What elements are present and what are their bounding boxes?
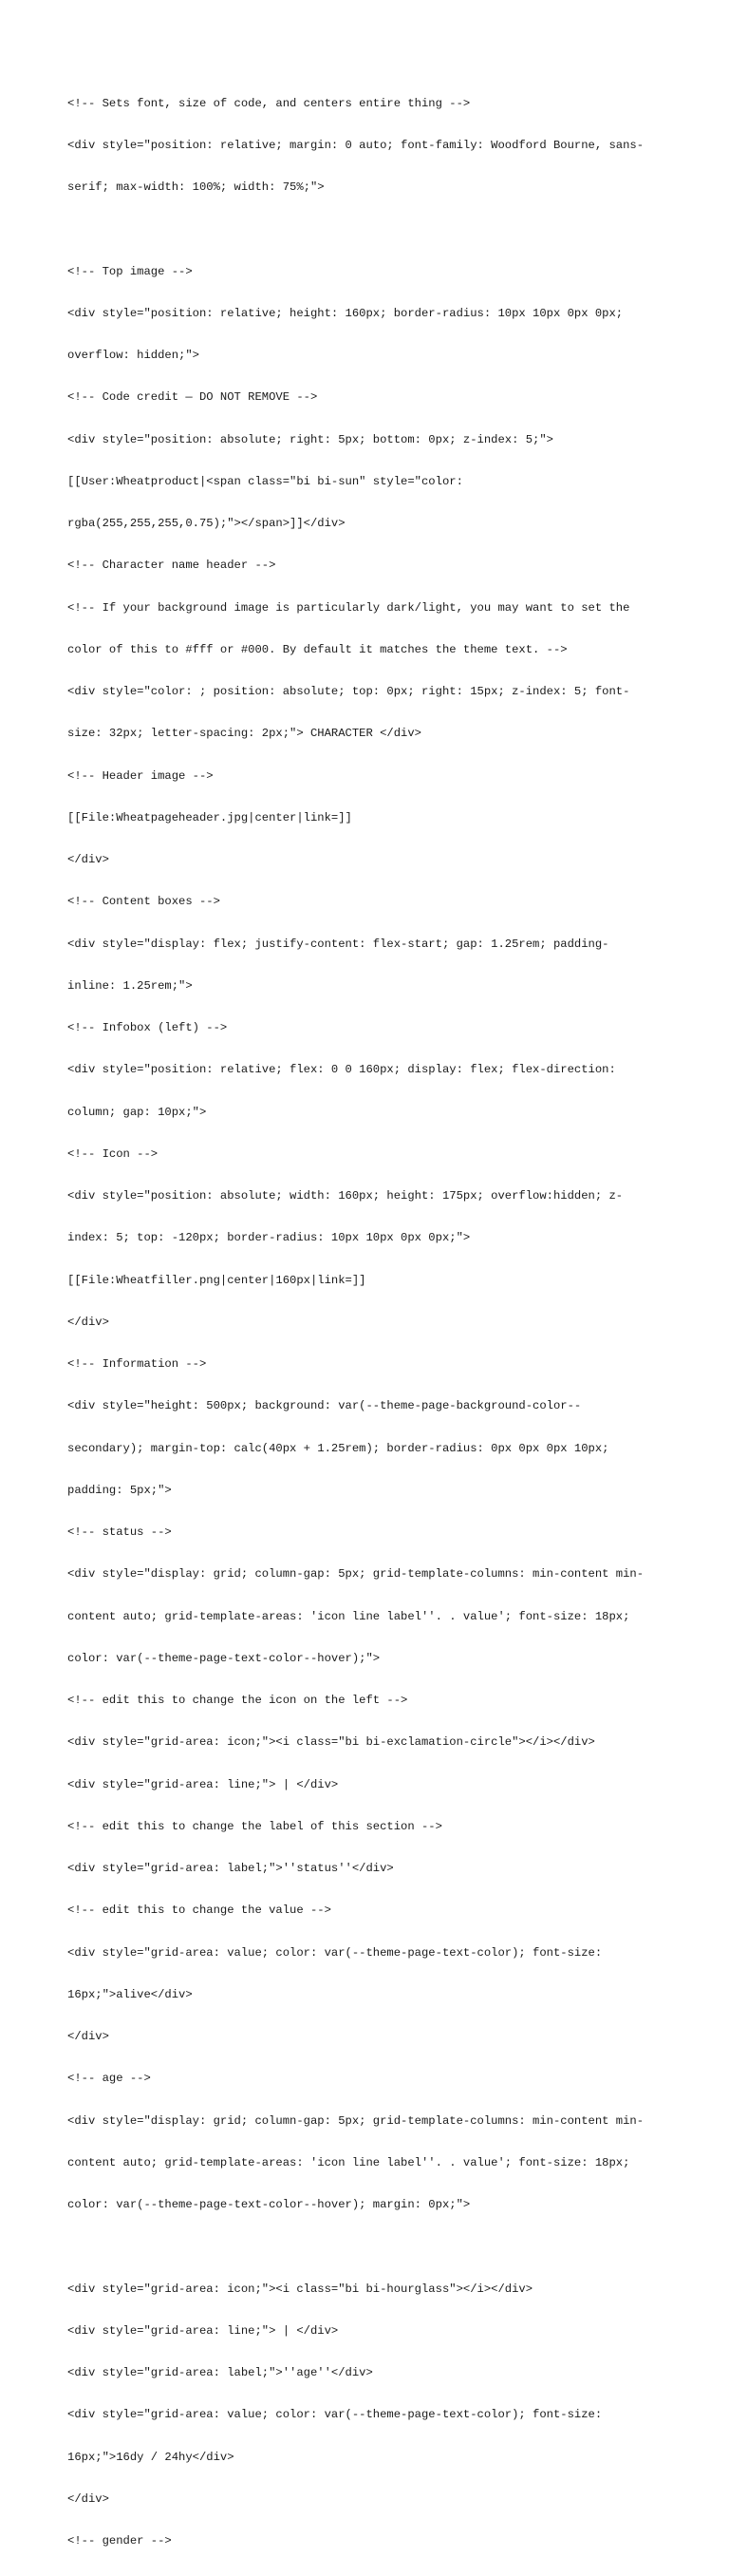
code-line: [[File:Wheatpageheader.jpg|center|link=]] <box>67 810 352 824</box>
code-line: <!-- If your background image is particularly dark/light, you may want to set the <box>67 600 630 615</box>
code-line: color of this to #fff or #000. By default it matches the theme text. --> <box>67 642 568 656</box>
code-line: <div style="grid-area: line;"> | </div> <box>67 2323 339 2338</box>
code-line: content auto; grid-template-areas: 'icon line label''. . value'; font-size: 18px; <box>67 1609 630 1623</box>
code-line: <div style="grid-area: line;"> | </div> <box>67 1777 339 1791</box>
code-line: column; gap: 10px;"> <box>67 1105 207 1119</box>
code-line: <div style="position: absolute; width: 160px; height: 175px; overflow:hidden; z- <box>67 1189 624 1203</box>
code-line: <div style="grid-area: value; color: var(--theme-page-text-color); font-size: <box>67 2408 603 2422</box>
code-line: <div style="position: absolute; right: 5px; bottom: 0px; z-index: 5;"> <box>67 432 553 446</box>
code-line: <!-- edit this to change the value --> <box>67 1904 331 1918</box>
code-listing <box>67 68 675 2576</box>
code-line: </div> <box>67 2491 109 2506</box>
code-line: <!-- Icon --> <box>67 1146 159 1161</box>
code-line: index: 5; top: -120px; border-radius: 10px 10px 0px 0px;"> <box>67 1231 471 1245</box>
code-line: <!-- Code credit — DO NOT REMOVE --> <box>67 390 318 405</box>
code-line: <!-- Sets font, size of code, and centers entire thing --> <box>67 96 471 110</box>
code-line: <!-- edit this to change the icon on the left --> <box>67 1694 408 1707</box>
code-line: <div style="position: relative; margin: 0 auto; font-family: Woodford Bourne, sans- <box>67 138 645 152</box>
code-line: </div> <box>67 2030 109 2043</box>
code-line: <!-- Infobox (left) --> <box>67 1021 228 1034</box>
code-line: 16px;">alive</div> <box>67 1987 193 2001</box>
code-line: <div style="grid-area: label;">''age''</div> <box>67 2366 373 2379</box>
code-line: <!-- Header image --> <box>67 768 214 783</box>
code-line: overflow: hidden;"> <box>67 349 199 362</box>
code-line: color: var(--theme-page-text-color--hover); margin: 0px;"> <box>67 2198 471 2211</box>
code-line: <!-- Content boxes --> <box>67 895 220 909</box>
code-line: <div style="color: ; position: absolute; top: 0px; right: 15px; z-index: 5; font- <box>67 685 630 698</box>
code-line: <div style="display: grid; column-gap: 5px; grid-template-columns: min-content min- <box>67 1567 645 1582</box>
code-line: padding: 5px;"> <box>67 1483 172 1497</box>
code-line: <div style="display: grid; column-gap: 5px; grid-template-columns: min-content min- <box>67 2113 645 2128</box>
code-line: <!-- Top image --> <box>67 264 193 278</box>
code-line: 16px;">16dy / 24hy</div> <box>67 2450 234 2464</box>
code-line: <div style="height: 500px; background: var(--theme-page-background-color-- <box>67 1399 582 1413</box>
code-line: <div style="grid-area: value; color: var(--theme-page-text-color); font-size: <box>67 1945 603 1960</box>
code-line: <div style="position: relative; flex: 0 0 160px; display: flex; flex-direction: <box>67 1063 616 1077</box>
code-line: <div style="display: flex; justify-content: flex-start; gap: 1.25rem; padding- <box>67 937 609 951</box>
code-line: <div style="grid-area: label;">''status''</div> <box>67 1862 394 1875</box>
code-line: <div style="position: relative; height: 160px; border-radius: 10px 10px 0px 0px; <box>67 306 624 320</box>
code-line: inline: 1.25rem;"> <box>67 978 193 993</box>
code-line: <div style="grid-area: icon;"><i class="bi bi-exclamation-circle"></i></div> <box>67 1735 595 1750</box>
code-line: <!-- status --> <box>67 1525 172 1539</box>
code-line: <!-- edit this to change the label of this section --> <box>67 1819 442 1833</box>
code-line <box>67 2240 675 2254</box>
code-line: [[File:Wheatfiller.png|center|160px|link=]] <box>67 1273 366 1287</box>
code-line: <div style="grid-area: icon;"><i class="bi bi-hourglass"></i></div> <box>67 2282 533 2296</box>
code-line: <!-- gender --> <box>67 2534 172 2548</box>
code-line <box>67 222 675 237</box>
code-line: <!-- Information --> <box>67 1357 207 1371</box>
code-line: rgba(255,255,255,0.75);"></span>]]</div> <box>67 517 346 530</box>
code-line: <!-- age --> <box>67 2072 151 2086</box>
code-line: <!-- Character name header --> <box>67 559 276 573</box>
code-line: serif; max-width: 100%; width: 75%;"> <box>67 180 325 194</box>
code-line: content auto; grid-template-areas: 'icon line label''. . value'; font-size: 18px; <box>67 2155 630 2169</box>
code-line: </div> <box>67 1315 109 1329</box>
code-line: [[User:Wheatproduct|<span class="bi bi-sun" style="color: <box>67 474 463 488</box>
code-line: secondary); margin-top: calc(40px + 1.25rem); border-radius: 0px 0px 0px 10px; <box>67 1441 609 1455</box>
code-line: </div> <box>67 853 109 866</box>
code-line: color: var(--theme-page-text-color--hover);"> <box>67 1651 381 1665</box>
code-line: size: 32px; letter-spacing: 2px;"> CHARACTER </div> <box>67 727 421 741</box>
